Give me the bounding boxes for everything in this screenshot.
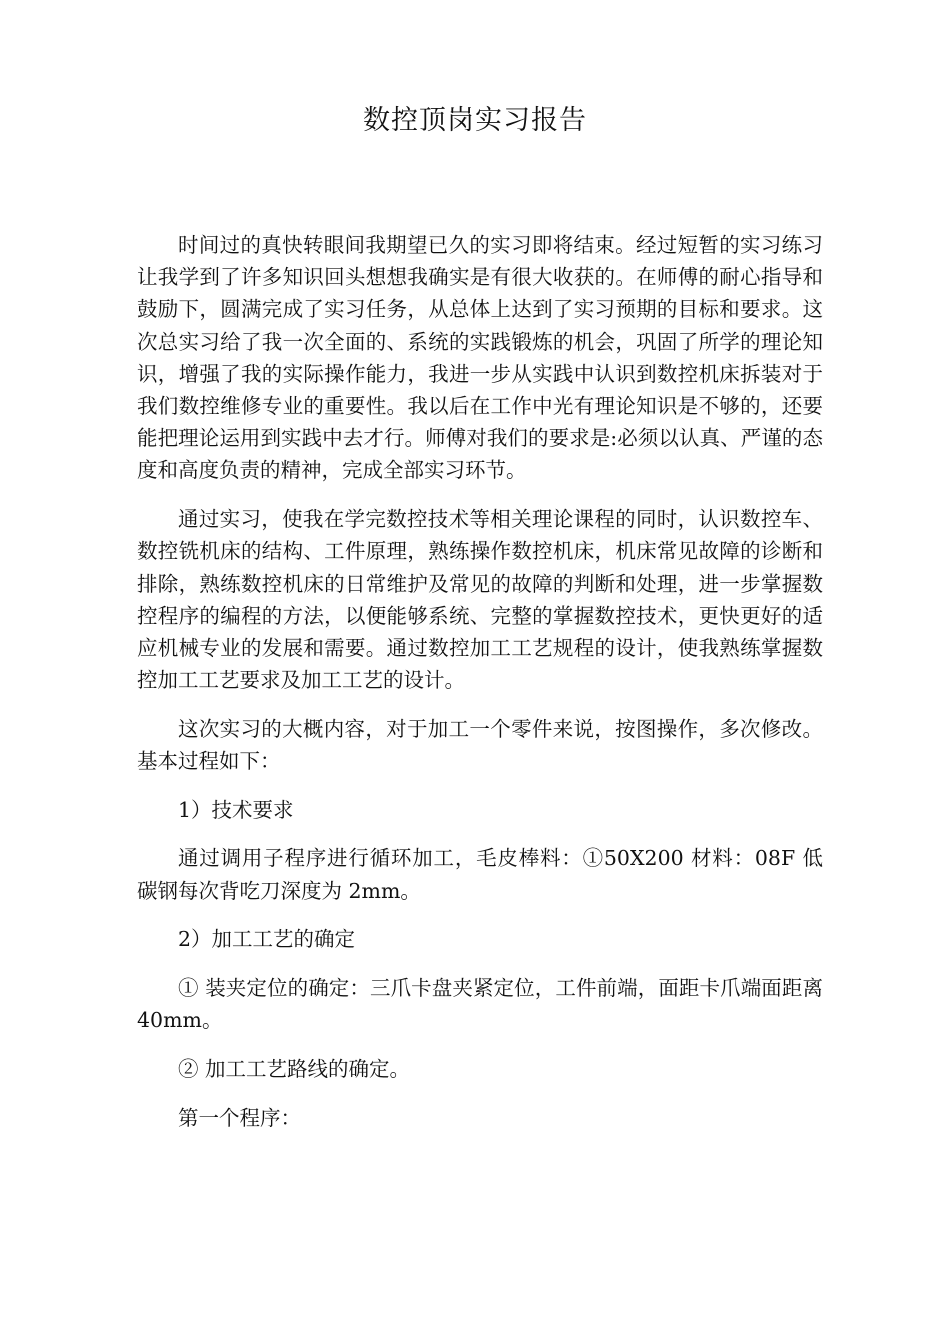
document-body [137, 229, 823, 1150]
paragraph-first-program: 第一个程序： [178, 1105, 301, 1130]
paragraph-technical-details: 通过调用子程序进行循环加工，毛皮棒料：①50X200 材料：08F 低碳钢每次背吃刀深度为 2mm。 [137, 846, 823, 903]
heading-technical-requirements: 1）技术要求 [178, 797, 294, 822]
heading-process-determination: 2）加工工艺的确定 [178, 927, 356, 952]
paragraph-internship-summary: 时间过的真快转眼间我期望已久的实习即将结束。经过短暂的实习练习让我学到了许多知识回头想想我确实是有很大收获的。在师傅的耐心指导和鼓励下，圆满完成了实习任务，从总体上达到了实习预期的目标和要求。这次总实习给了我一次全面的、系统的实践锻炼的机会，巩固了所学的理论知识，增强了我的实际操作能力，我进一步从实践中认识到数控机床拆装对于我们数控维修专业的重要性。我以后在工作中光有理论知识是不够的，还要能把理论运用到实践中去才行。师傅对我们的要求是:必须以认真、严谨的态度和高度负责的精神，完成全部实习环节。 [137, 233, 823, 483]
paragraph-clamping-positioning: ① 装夹定位的确定：三爪卡盘夹紧定位，工件前端，面距卡爪端面距离 40mm。 [137, 976, 823, 1033]
paragraph-process-route: ② 加工工艺路线的确定。 [178, 1056, 411, 1081]
page-title: 数控顶岗实习报告 [363, 105, 587, 136]
paragraph-content-intro: 这次实习的大概内容，对于加工一个零件来说，按图操作，多次修改。基本过程如下： [137, 716, 823, 774]
paragraph-learning-outcomes: 通过实习，使我在学完数控技术等相关理论课程的同时，认识数控车、数控铣机床的结构、工件原理，熟练操作数控机床，机床常见故障的诊断和排除，熟练数控机床的日常维护及常见的故障的判断和处理，进一步掌握数控程序的编程的方法，以便能够系统、完整的掌握数控技术，更快更好的适应机械专业的发展和需要。通过数控加工工艺规程的设计，使我熟练掌握数控加工工艺要求及加工工艺的设计。 [137, 507, 823, 693]
